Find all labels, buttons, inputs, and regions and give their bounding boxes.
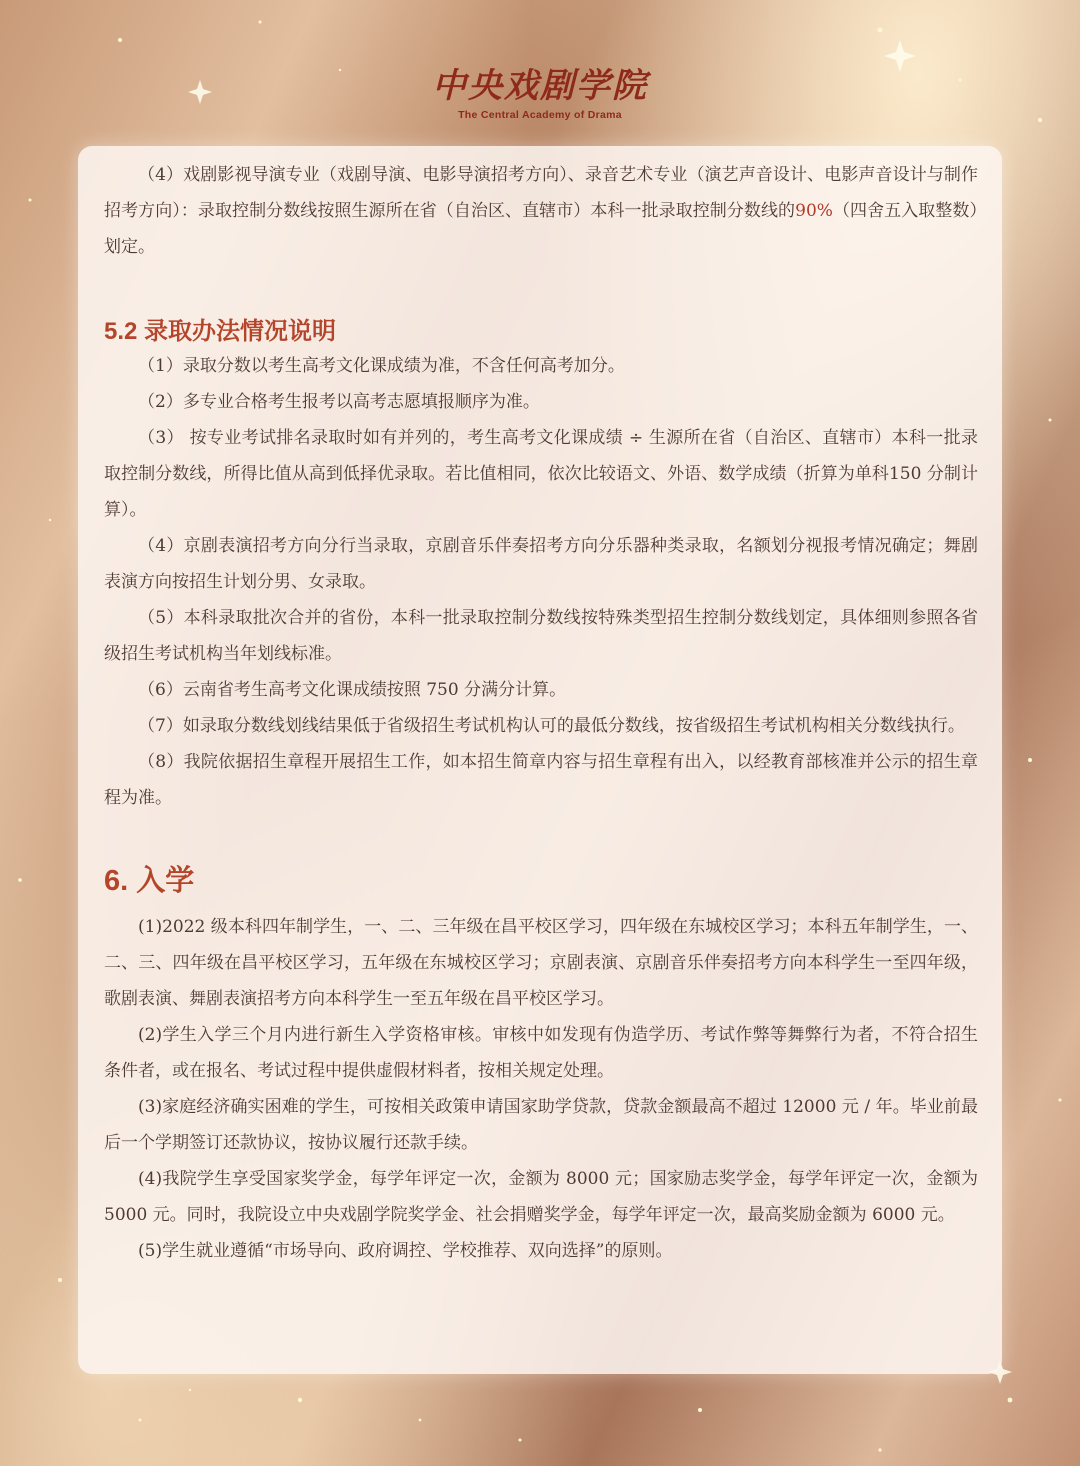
list-item: （3） 按专业考试排名录取时如有并列的，考生高考文化课成绩 ÷ 生源所在省（自治区、直辖市）本科一批录取控制分数线，所得比值从高到低择优录取。若比值相同，依次比较语文、外语、数学成绩（折算为单科150 分制计算）。	[104, 428, 978, 520]
list-item: (4)我院学生享受国家奖学金，每学年评定一次，金额为 8000 元；国家励志奖学金，每学年评定一次，金额为5000 元。同时，我院设立中央戏剧学院奖学金、社会捐赠奖学金，每学年评定一次，最高奖励金额为 6000 元。	[104, 1169, 978, 1225]
highlight-percentage: 90%	[795, 201, 833, 221]
list-item: （7）如录取分数线划线结果低于省级招生考试机构认可的最低分数线，按省级招生考试机构相关分数线执行。	[138, 716, 965, 736]
content	[104, 157, 978, 1269]
list-item: (2)学生入学三个月内进行新生入学资格审核。审核中如发现有伪造学历、考试作弊等舞弊行为者，不符合招生条件者，或在报名、考试过程中提供虚假材料者，按相关规定处理。	[104, 1025, 978, 1081]
list-item: （4）京剧表演招考方向分行当录取，京剧音乐伴奏招考方向分乐器种类录取，名额划分视报考情况确定；舞剧表演方向按招生计划分男、女录取。	[104, 536, 978, 592]
section-6-title: 6. 入学	[104, 865, 195, 897]
list-item: （6）云南省考生高考文化课成绩按照 750 分满分计算。	[138, 680, 567, 700]
list-item: (5)学生就业遵循“市场导向、政府调控、学校推荐、双向选择”的原则。	[138, 1241, 673, 1261]
intro-item-4: （4）戏剧影视导演专业（戏剧导演、电影导演招考方向）、录音艺术专业（演艺声音设计、电影声音设计与制作招考方向）：录取控制分数线按照生源所在省（自治区、直辖市）本科一批录取控制分数线的90%（四舍五入取整数）划定。	[104, 165, 978, 257]
header	[0, 58, 1080, 121]
list-item: (3)家庭经济确实困难的学生，可按相关政策申请国家助学贷款，贷款金额最高不超过 12000 元 / 年。毕业前最后一个学期签订还款协议，按协议履行还款手续。	[104, 1097, 978, 1153]
list-item: （1）录取分数以考生高考文化课成绩为准，不含任何高考加分。	[138, 356, 625, 376]
list-item: （5）本科录取批次合并的省份，本科一批录取控制分数线按特殊类型招生控制分数线划定，具体细则参照各省级招生考试机构当年划线标准。	[104, 608, 978, 664]
logo-english: The Central Academy of Drama	[458, 109, 622, 121]
list-item: （8）我院依据招生章程开展招生工作，如本招生简章内容与招生章程有出入，以经教育部核准并公示的招生章程为准。	[104, 752, 978, 808]
list-item: （2）多专业合格考生报考以高考志愿填报顺序为准。	[138, 392, 540, 412]
logo-chinese: 中央戏剧学院	[432, 66, 648, 106]
section-5-2-title: 5.2 录取办法情况说明	[104, 318, 337, 345]
list-item: (1)2022 级本科四年制学生，一、二、三年级在昌平校区学习，四年级在东城校区学习；本科五年制学生，一、二、三、四年级在昌平校区学习，五年级在东城校区学习；京剧表演、京剧音乐伴奏招考方向本科学生一至四年级，歌剧表演、舞剧表演招考方向本科学生一至五年级在昌平校区学习。	[104, 917, 978, 1009]
